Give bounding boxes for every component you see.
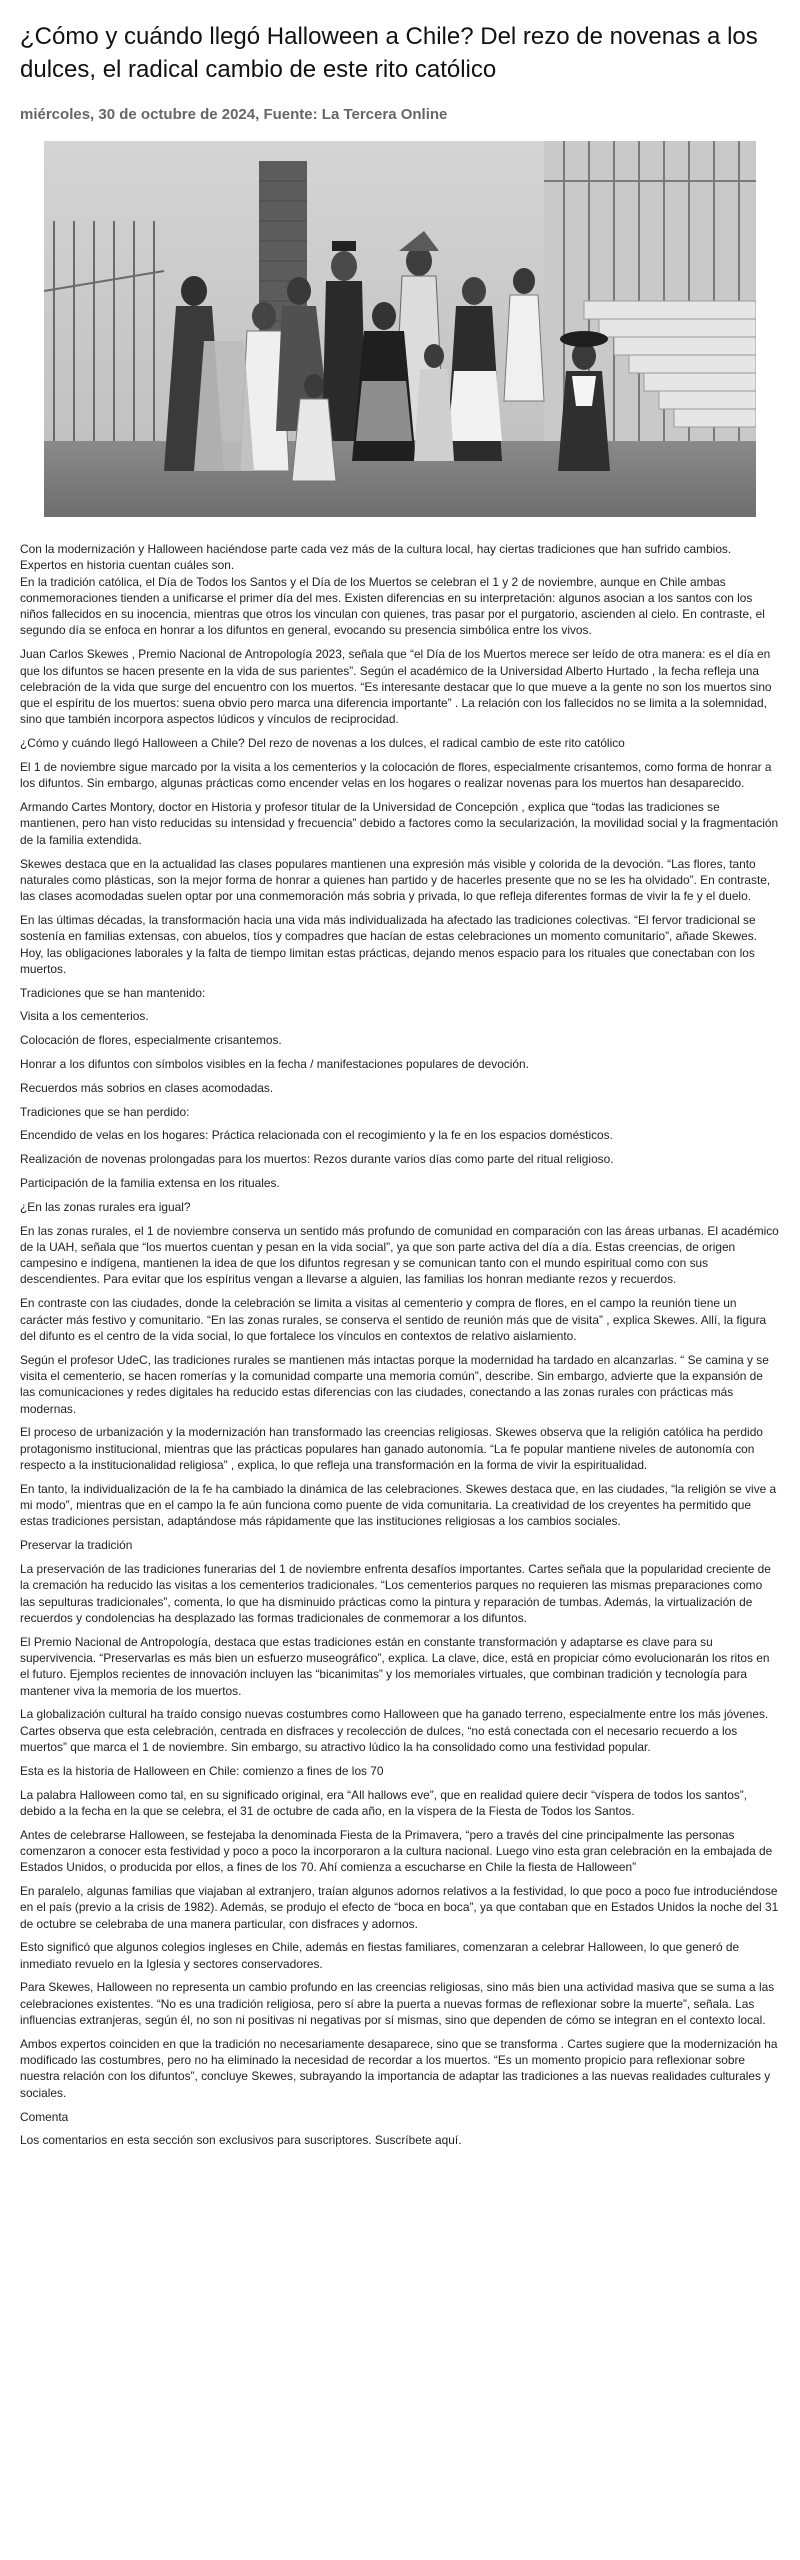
article-paragraph: Para Skewes, Halloween no representa un cambio profundo en las creencias religiosas, sino más bien una actividad masiva que se suma a las celebraciones existentes. “No es una tradición religiosa, pero sí abre la puerta a nuevas formas de reflexionar sobre la muerte”, señala. Las influencias extranjeras, según él, no son ni positivas ni negativas por sí mismas, sino que dependen de cómo se integran en el contexto local. (20, 1980, 775, 2028)
article-paragraph: El 1 de noviembre sigue marcado por la visita a los cementerios y la colocación de flores, especialmente crisantemos, como forma de honrar a los difuntos. Sin embargo, algunas prácticas como encender velas en los hogares o realizar novenas para los muertos han desaparecido. (20, 760, 772, 791)
article-paragraph: Ambos expertos coinciden en que la tradición no necesariamente desaparece, sino que se transforma . Cartes sugiere que la modernización ha modificado las costumbres, pero no ha eliminado la necesidad de recordar a los muertos. “Es un momento propicio para reflexionar sobre nuestra relación con los difuntos”, concluye Skewes, subrayando la importancia de adaptar las tradiciones a las nuevas realidades culturales y sociales. (20, 2036, 778, 2100)
section-heading: Esta es la historia de Halloween en Chile: comienzo a fines de los 70 (20, 1763, 384, 1778)
article-paragraph: En paralelo, algunas familias que viajaban al extranjero, traían algunos adornos relativos a la festividad, lo que poco a poco fue introduciéndose en el país (previo a la crisis de 1982). Además, se produjo el efecto de “boca en boca”, ya que contaban que en Estados Unidos la noche del 31 de octubre se celebraba de una manera particular, con disfraces y adornos. (20, 1883, 779, 1931)
article-photo (44, 141, 756, 517)
article-paragraph: En las últimas décadas, la transformación hacia una vida más individualizada ha afectado las tradiciones colectivas. “El fervor tradicional se sostenía en familias extensas, con abuelos, tíos y compadres que hacían de estas celebraciones un momento comunitario”, añade Skewes. Hoy, las obligaciones laborales y la falta de tiempo limitan estas prácticas, dejando menos espacio para los rituales que conectaban con los muertos. (20, 912, 757, 976)
article-paragraph: En contraste con las ciudades, donde la celebración se limita a visitas al cementerio y compra de flores, en el campo la reunión tiene un carácter más festivo y comunitario. “En las zonas rurales, se conserva el sentido de reunión más que de visita” , explica Skewes. Allí, la figura del difunto es el centro de la vida social, lo que fortalece los vínculos en contextos de relativo aislamiento. (20, 1296, 767, 1343)
section-heading: Tradiciones que se han perdido: (20, 1104, 190, 1119)
article-paragraph: Juan Carlos Skewes , Premio Nacional de Antropología 2023, señala que “el Día de los Muertos merece ser leído de otra manera: es el día en que los difuntos se hacen presente en la vida de sus parientes”. Según el académico de la Universidad Alberto Hurtado , la fecha refleja una celebración de la vida que surge del encuentro con los muertos. “Es interesante destacar que lo que mueve a la gente no son los muertos sino que el espíritu de los muertos: suena obvio pero marca una diferencia importante” . La relación con los fallecidos no se limita a la solemnidad, sino que también incorpora aspectos lúdicos y vínculos de reciprocidad. (20, 647, 772, 727)
list-item: Honrar a los difuntos con símbolos visibles en la fecha / manifestaciones populares de devoción. (20, 1057, 529, 1072)
article-page (20, 0, 780, 2149)
article-paragraph: La preservación de las tradiciones funerarias del 1 de noviembre enfrenta desafíos importantes. Cartes señala que la popularidad creciente de la cremación ha reducido las visitas a los cementerios tradicionales. “Los cementerios parques no requieren las mismas preparaciones como las sepulturas tradicionales”, comenta, lo que ha disminuido prácticas como la pintura y reparación de tumbas. Además, la virtualización de recuerdos y condolencias ha desplazado las formas tradicionales de conmemorar a los difuntos. (20, 1561, 771, 1625)
section-heading: Tradiciones que se han mantenido: (20, 985, 206, 1000)
list-item: Participación de la familia extensa en los rituales. (20, 1176, 280, 1190)
article-paragraph: El proceso de urbanización y la modernización han transformado las creencias religiosas. Skewes observa que la religión católica ha perdido protagonismo institucional, mientras que las prácticas populares han ganado autonomía. “La fe popular mantiene niveles de autonomía con respecto a la institucionalidad religiosa” , explica, lo que refleja una transformación en la forma de vivir la espiritualidad. (20, 1425, 763, 1472)
article-paragraph: Esto significó que algunos colegios ingleses en Chile, además en fiestas familiares, comenzaran a celebrar Halloween, lo que generó de inmediato revuelo en la Iglesia y sectores conservadores. (20, 1940, 740, 1971)
article-paragraph: Con la modernización y Halloween haciéndose parte cada vez más de la cultura local, hay ciertas tradiciones que han sufrido cambios. Expertos en historia cuentan cuáles son. (20, 542, 732, 573)
list-item: Encendido de velas en los hogares: Práctica relacionada con el recogimiento y la fe en los espacios domésticos. (20, 1128, 613, 1143)
article-date-source: miércoles, 30 de octubre de 2024, Fuente: La Tercera Online (20, 106, 448, 123)
article-paragraph: La globalización cultural ha traído consigo nuevas costumbres como Halloween que ha ganado terreno, especialmente entre los más jóvenes. Cartes observa que esta celebración, centrada en disfraces y recolección de dulces, “no está conectada con el necesario recuerdo a los muertos” que marca el 1 de noviembre. Sin embargo, su atractivo lúdico la ha consolidado como una festividad popular. (20, 1707, 769, 1754)
list-item: Visita a los cementerios. (20, 1009, 149, 1024)
list-item: Recuerdos más sobrios en clases acomodadas. (20, 1080, 274, 1095)
list-item: Realización de novenas prolongadas para los muertos: Rezos durante varios días como parte del ritual religioso. (20, 1152, 614, 1167)
article-paragraph: Skewes destaca que en la actualidad las clases populares mantienen una expresión más visible y colorida de la devoción. “Las flores, tanto naturales como plásticas, son la mejor forma de honrar a quienes han partido y de hacerles presente que no se les ha olvidado”. En contraste, las clases acomodadas suelen optar por una conmemoración más sobria y privada, lo que refleja diferentes formas de vivir la fe y el duelo. (20, 856, 771, 904)
section-heading: Preservar la tradición (20, 1538, 133, 1553)
subscriber-note: Los comentarios en esta sección son exclusivos para suscriptores. Suscríbete aquí. (20, 2133, 462, 2148)
section-heading: ¿En las zonas rurales era igual? (20, 1199, 191, 1214)
article-paragraph: La palabra Halloween como tal, en su significado original, era “All hallows eve”, que en realidad quiere decir “víspera de todos los santos”, debido a la fecha en la que se celebra, el 31 de octubre de cada año, en la víspera de la Fiesta de Todos los Santos. (20, 1787, 748, 1818)
article-paragraph: Según el profesor UdeC, las tradiciones rurales se mantienen más intactas porque la modernidad ha tardado en alcanzarlas. “ Se camina y se visita el cementerio, se hacen romerías y la comunidad comparte una memoria común”, describe. Sin embargo, advierte que la expansión de las comunicaciones y redes digitales ha reducido estas diferencias con las ciudades, conectando a las zonas rurales con prácticas más modernas. (20, 1352, 769, 1416)
list-item: Colocación de flores, especialmente crisantemos. (20, 1033, 282, 1048)
article-title: ¿Cómo y cuándo llegó Halloween a Chile? Del rezo de novenas a los dulces, el radical cambio de este rito católico (20, 23, 758, 83)
article-paragraph: En tanto, la individualización de la fe ha cambiado la dinámica de las celebraciones. Skewes destaca que, en las ciudades, “la religión se vive a mi modo”, mientras que en el campo la fe aún funciona como puente de vida comunitaria. La creatividad de los creyentes ha permitido que estas tradiciones persistan, adaptándose más rápidamente que las instituciones religiosas a los cambios sociales. (20, 1481, 777, 1529)
article-paragraph: Antes de celebrarse Halloween, se festejaba la denominada Fiesta de la Primavera, “pero a través del cine principalmente las personas comenzaron a conocer esta festividad y poco a poco la incorporaron a la cultura nacional. Luego vino esta gran celebración en la embajada de Estados Unidos, o producida por ellos, a fines de los 70. Ahí comienza a escucharse en Chile la fiesta de Halloween” (20, 1827, 773, 1875)
comment-heading: Comenta (20, 2109, 69, 2124)
article-paragraph: Armando Cartes Montory, doctor en Historia y profesor titular de la Universidad de Concepción , explica que “todas las tradiciones se mantienen, pero han visto reducidas su intensidad y frecuencia” debido a factores como la secularización, la movilidad social y la fragmentación de la familia extendida. (20, 800, 779, 847)
article-paragraph: ¿Cómo y cuándo llegó Halloween a Chile? Del rezo de novenas a los dulces, el radical cambio de este rito católico (20, 736, 625, 751)
article-body (20, 541, 780, 2149)
article-paragraph: El Premio Nacional de Antropología, destaca que estas tradiciones están en constante transformación y adaptarse es clave para su supervivencia. “Preservarlas es más bien un esfuerzo museográfico”, explica. La clave, dice, está en propiciar cómo evolucionarán los ritos en el futuro. Ejemplos recientes de innovación incluyen las “bicanimitas” y los memoriales virtuales, que combinan tradición y tecnología para mantener viva la memoria de los muertos. (20, 1634, 770, 1698)
article-paragraph: En las zonas rurales, el 1 de noviembre conserva un sentido más profundo de comunidad en comparación con las áreas urbanas. El académico de la UAH, señala que “los muertos cuentan y pesan en la vida social”, ya que son parte activa del día a día. Estas creencias, de origen campesino e indígena, mantienen la idea de que los difuntos regresan y se comunican tanto con el mundo espiritual como con sus descendientes. Para evitar que los espíritus vengan a llevarse a alguien, las familias los honran mediante rezos y recuerdos. (20, 1223, 779, 1287)
article-paragraph: En la tradición católica, el Día de Todos los Santos y el Día de los Muertos se celebran el 1 y 2 de noviembre, aunque en Chile ambas conmemoraciones tienden a unificarse el primer día del mes. Existen diferencias en su interpretación: algunos asocian a los santos con los niños fallecidos en su inocencia, mientras que otros los vinculan con quienes, tras pasar por el purgatorio, ascienden al cielo. En contraste, el segundo día se enfoca en honrar a los difuntos en general, evocando su presencia simbólica entre los vivos. (20, 574, 765, 638)
